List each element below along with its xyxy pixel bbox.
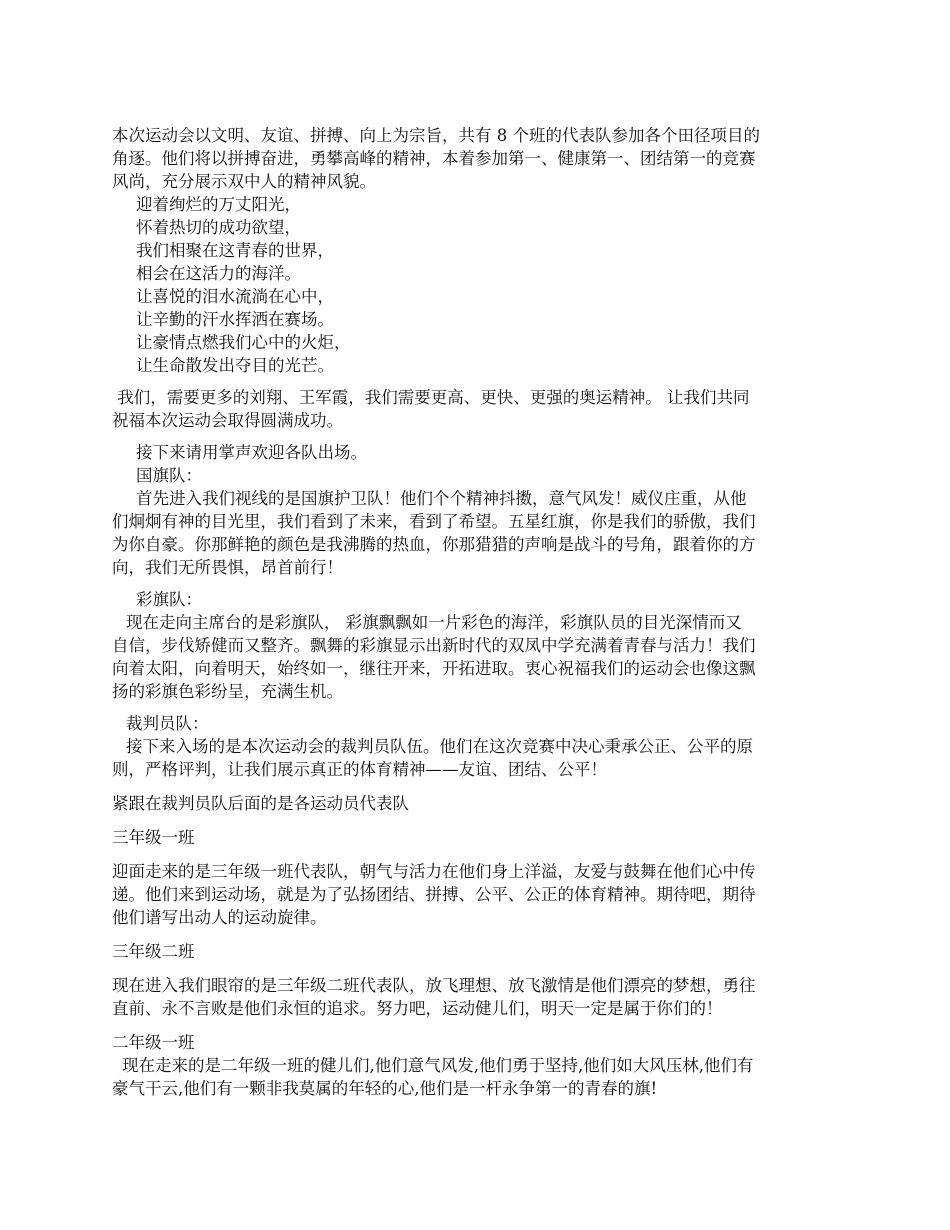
class-3-2-line: 现在进入我们眼帘的是三年级二班代表队，放飞理想、放飞激情是他们漂亮的梦想，勇往	[112, 976, 756, 995]
olympic-line: 祝福本次运动会取得圆满成功。	[112, 411, 343, 430]
athletes-intro-line: 紧跟在裁判员队后面的是各运动员代表队	[112, 794, 409, 813]
flag-team-paragraph	[112, 487, 840, 579]
welcome-section	[112, 441, 840, 487]
class-3-1-paragraph	[112, 860, 840, 929]
welcome-line: 接下来请用掌声欢迎各队出场。	[136, 443, 367, 462]
referee-section	[112, 712, 840, 781]
color-flag-team-line: 向着太阳，向着明天，始终如一，继往开来，开拓进取。衷心祝福我们的运动会也像这飘	[112, 659, 756, 678]
class-3-2-paragraph	[112, 974, 840, 1020]
flag-team-line: 们炯炯有神的目光里，我们看到了未来，看到了希望。五星红旗，你是我们的骄傲，我们	[112, 512, 756, 531]
flag-team-line: 为你自豪。你那鲜艳的颜色是我沸腾的热血，你那猎猎的声响是战斗的号角，跟着你的方	[112, 535, 756, 554]
olympic-line: 我们，需要更多的刘翔、王军霞，我们需要更高、更快、更强的奥运精神。 让我们共同	[112, 388, 750, 407]
class-3-1-line: 递。他们来到运动场，就是为了弘扬团结、拼搏、公平、公正的体育精神。期待吧，期待	[112, 885, 756, 904]
class-2-1-section	[112, 1031, 840, 1100]
color-flag-section	[112, 588, 840, 703]
poem-line: 让辛勤的汗水挥洒在赛场。	[136, 310, 334, 329]
class-2-1-heading: 二年级一班	[112, 1033, 195, 1052]
document-page	[112, 124, 840, 1100]
intro-line: 本次运动会以文明、友谊、拼搏、向上为宗旨，共有 8 个班的代表队参加各个田径项目的	[112, 126, 760, 145]
intro-paragraph	[112, 124, 840, 193]
referee-team-line: 接下来入场的是本次运动会的裁判员队伍。他们在这次竞赛中决心秉承公正、公平的原	[126, 737, 753, 756]
class-2-1-line: 豪气干云,他们有一颗非我莫属的年轻的心,他们是一杆永争第一的青春的旗!	[112, 1079, 658, 1098]
color-flag-team-line: 现在走向主席台的是彩旗队， 彩旗飘飘如一片彩色的海洋，彩旗队员的目光深情而又	[126, 613, 742, 632]
color-flag-team-line: 扬的彩旗色彩纷呈，充满生机。	[112, 682, 343, 701]
poem-block	[112, 193, 840, 377]
poem-line: 我们相聚在这青春的世界，	[136, 241, 334, 260]
intro-line: 风尚，充分展示双中人的精神风貌。	[112, 172, 376, 191]
flag-team-line: 向，我们无所畏惧，昂首前行！	[112, 558, 343, 577]
flag-team-line: 首先进入我们视线的是国旗护卫队！他们个个精神抖擞，意气风发！威仪庄重，从他	[136, 489, 747, 508]
poem-line: 相会在这活力的海洋。	[136, 264, 301, 283]
poem-line: 迎着绚烂的万丈阳光，	[136, 195, 301, 214]
class-2-1-line: 现在走来的是二年级一班的健儿们,他们意气风发,他们勇于坚持,他们如大风压林,他们有	[122, 1056, 754, 1075]
referee-team-heading: 裁判员队：	[126, 714, 209, 733]
flag-team-heading: 国旗队：	[136, 466, 202, 485]
poem-line: 让豪情点燃我们心中的火炬，	[136, 333, 351, 352]
class-3-2-line: 直前、永不言败是他们永恒的追求。努力吧，运动健儿们，明天一定是属于你们的！	[112, 999, 723, 1018]
color-flag-team-line: 自信，步伐矫健而又整齐。飘舞的彩旗显示出新时代的双凤中学充满着青春与活力！我们	[112, 636, 756, 655]
class-3-2-section	[112, 940, 840, 963]
class-3-1-line: 迎面走来的是三年级一班代表队，朝气与活力在他们身上洋溢，友爱与鼓舞在他们心中传	[112, 862, 756, 881]
class-3-1-heading: 三年级一班	[112, 828, 195, 847]
poem-line: 让生命散发出夺目的光芒。	[136, 356, 334, 375]
olympic-paragraph	[112, 386, 840, 432]
class-3-2-heading: 三年级二班	[112, 942, 195, 961]
intro-line: 角逐。他们将以拼搏奋进，勇攀高峰的精神，本着参加第一、健康第一、团结第一的竞赛	[112, 149, 756, 168]
poem-line: 让喜悦的泪水流淌在心中，	[136, 287, 334, 306]
color-flag-team-heading: 彩旗队：	[136, 590, 202, 609]
referee-team-line: 则，严格评判，让我们展示真正的体育精神——友谊、团结、公平！	[112, 760, 607, 779]
athletes-intro-section	[112, 792, 840, 815]
class-3-1-section	[112, 826, 840, 849]
class-3-1-line: 他们谱写出动人的运动旋律。	[112, 908, 327, 927]
poem-line: 怀着热切的成功欲望，	[136, 218, 301, 237]
